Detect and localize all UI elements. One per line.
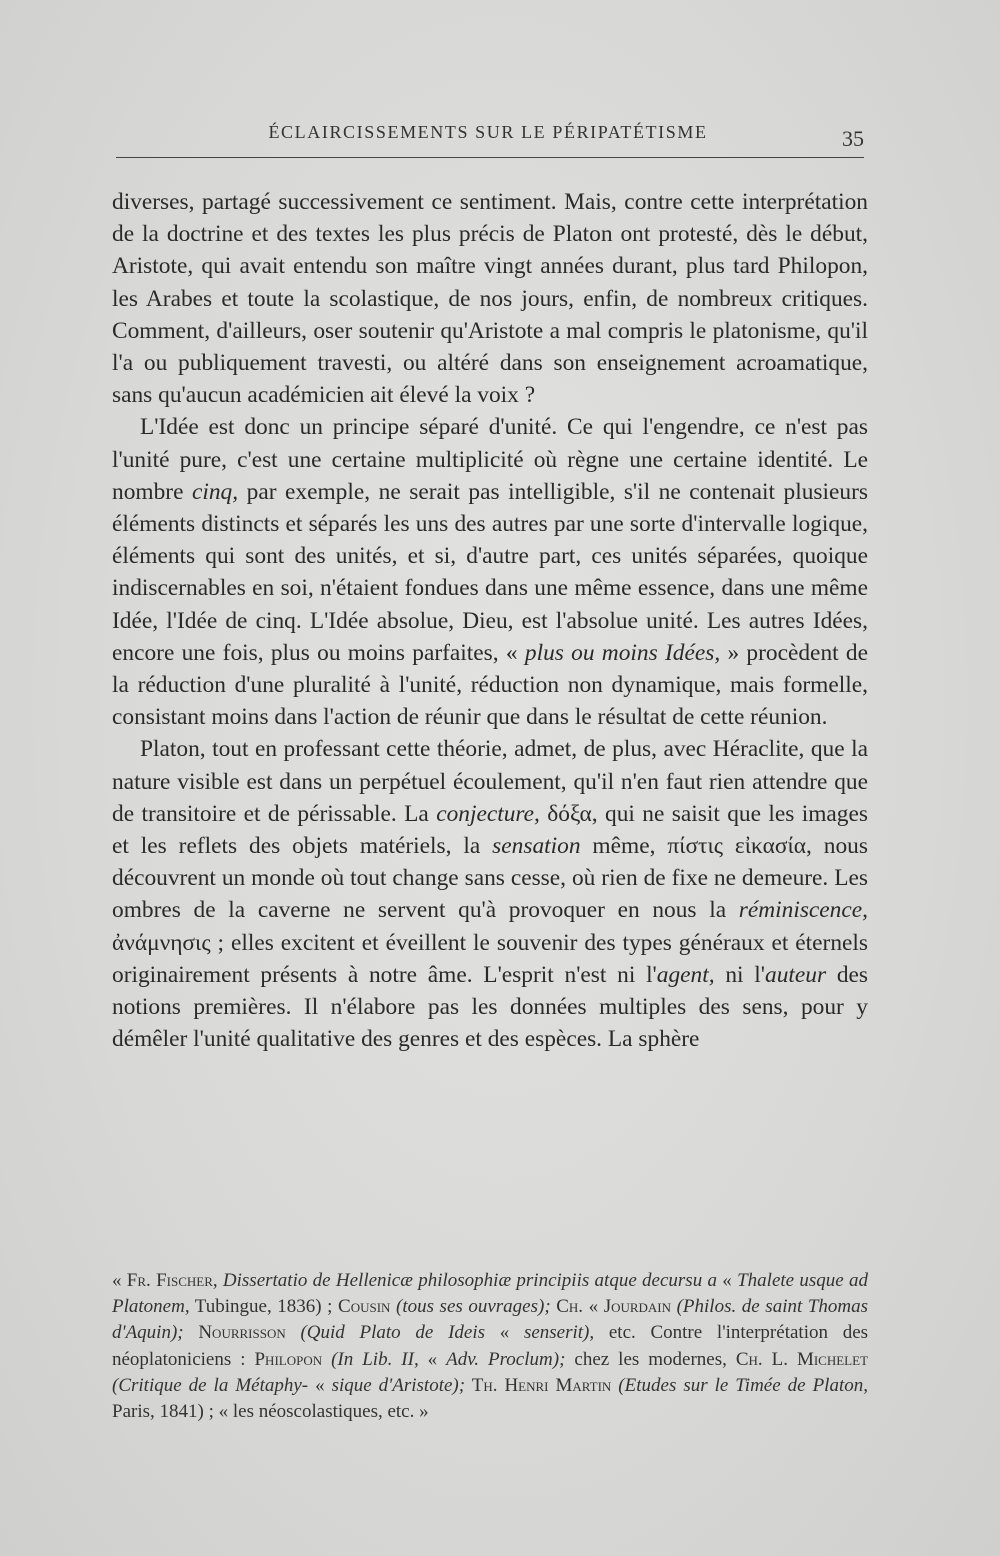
quote-mark: « [418, 1348, 447, 1370]
text-run: L'Idée est donc un principe séparé d'unité. Ce qui l'engendre, ce n'est pas l'unité pure, c'est une certaine multiplicité où règne une certaine identité. Le nombre [112, 414, 868, 505]
text-run: diverses, partagé successivement ce sentiment. Mais, contre cette interprétation de la doctrine et des textes les plus précis de Platon ont protesté, dès le début, Aristote, qui avait entendu son maître vingt années durant, plus tard Philopon, les Arabes et toute la scolastique, de nos jours, enfin, de nombreux critiques. Comment, d'ailleurs, oser soutenir qu'Aristote a mal compris le platonisme, qu'il l'a ou publiquement travesti, ou altéré dans son enseignement acroamatique, sans qu'aucun académicien ait élevé la voix ? [112, 189, 868, 409]
author-name: Fr. Fischer, [126, 1270, 218, 1291]
text-run: ; elles excitent et éveillent le souvenir des types généraux et éternels originairement présents à notre âme. L'esprit n'est ni l' [112, 929, 868, 988]
author-name: Th. Henri Martin [465, 1374, 612, 1396]
author-name: Nourrisson [183, 1322, 286, 1344]
text-run: par exemple, ne serait pas intelligible, s'il ne contenait plusieurs éléments distincts et séparés les uns des autres par une sorte d'intervalle logique, éléments qui sont des unités, et si, d'autre part, ces unités séparées, quoique indiscernables en soi, n'étaient fondues dans une même essence, dans une même Idée, l'Idée de cinq. L'Idée absolue, Dieu, est l'absolue unité. Les autres Idées, encore une fois, plus ou moins parfaites, « [112, 478, 868, 666]
work-title: (Quid Plato de Ideis [285, 1322, 485, 1344]
header-rule [116, 157, 864, 158]
work-title: (tous ses ouvrages); [390, 1296, 551, 1318]
quote-mark: « [583, 1296, 604, 1318]
text-run: chez les modernes, [565, 1348, 736, 1370]
text-run: même, [580, 833, 668, 860]
text-run: Tubingue, 1836) ; [189, 1296, 339, 1318]
italic-term: agent, [656, 961, 715, 988]
work-title: (Critique de la Métaphy- [112, 1374, 309, 1396]
work-title: senserit), [523, 1322, 595, 1344]
paragraph [112, 411, 868, 733]
author-name: Jourdain [603, 1296, 672, 1318]
page-header [112, 118, 864, 158]
italic-quote: plus ou moins Idées, [524, 639, 721, 666]
work-title: Adv. Proclum); [446, 1348, 566, 1370]
italic-term: sensation [492, 833, 581, 860]
work-title: Thalete usque ad Platonem, [112, 1270, 868, 1318]
footnote [112, 1268, 868, 1425]
work-title: (In Lib. II, [322, 1348, 419, 1370]
paragraph [112, 733, 868, 1055]
quote-mark: « [717, 1270, 738, 1291]
running-title: ÉCLAIRCISSEMENTS SUR LE PÉRIPATÉTISME [268, 122, 708, 142]
text-run: Paris, 1841) ; [112, 1401, 214, 1423]
author-name: Ch. [550, 1296, 584, 1318]
footnote-block [112, 1268, 868, 1425]
italic-term: auteur [765, 961, 827, 988]
italic-term: réminiscence, [738, 897, 868, 924]
text-run: etc. Contre l'interprétation des néoplatoniciens : [112, 1322, 869, 1370]
quote-mark: « [485, 1322, 524, 1344]
greek-term: δόξα, [539, 800, 598, 827]
author-name: Cousin [338, 1296, 391, 1318]
author-name: Philopon [254, 1348, 323, 1370]
work-title: (Philos. de saint Thomas d'Aquin); [112, 1296, 869, 1344]
main-text [112, 186, 868, 1055]
text-run: Platon, tout en professant cette théorie, admet, de plus, avec Héraclite, que la nature visible est dans un perpétuel écoulement, qu'il n'en faut rien attendre que de transitoire et de périssable. La [112, 736, 868, 827]
quote-mark: « [112, 1270, 127, 1291]
text-run: qui ne saisit que les images et les reflets des objets matériels, la [112, 800, 868, 860]
paragraph [112, 186, 868, 411]
italic-term: cinq, [191, 478, 239, 505]
text-run: » procèdent de la réduction d'une pluralité à l'unité, réduction non dynamique, mais formelle, consistant moins dans l'action de réunir que dans le résultat de cette réunion. [112, 639, 868, 731]
text-run: nous découvrent un monde où tout change sans cesse, où rien de fixe ne demeure. Les ombres de la caverne ne servent qu'à provoquer en nous la [112, 833, 868, 924]
text-run: « les néoscolastiques, etc. » [213, 1401, 429, 1423]
quote-mark: « [308, 1374, 332, 1396]
italic-term: conjecture, [436, 800, 540, 827]
text-run: ni l' [714, 961, 765, 988]
greek-term: πίστις εἰκασία, [667, 833, 812, 860]
greek-term: ἀνάμνησις [112, 929, 211, 956]
work-title: (Etudes sur le Timée de Platon, [611, 1374, 868, 1396]
page-number: 35 [842, 126, 864, 151]
work-title: Dissertatio de Hellenicæ philosophiæ principiis atque decursu a [217, 1270, 717, 1291]
text-run: des notions premières. Il n'élabore pas les données multiples des sens, pour y démêler l'unité qualitative des genres et des espèces. La sphère [112, 961, 868, 1053]
author-name: Ch. L. Michelet [735, 1348, 869, 1370]
work-title: sique d'Aristote); [331, 1374, 466, 1396]
